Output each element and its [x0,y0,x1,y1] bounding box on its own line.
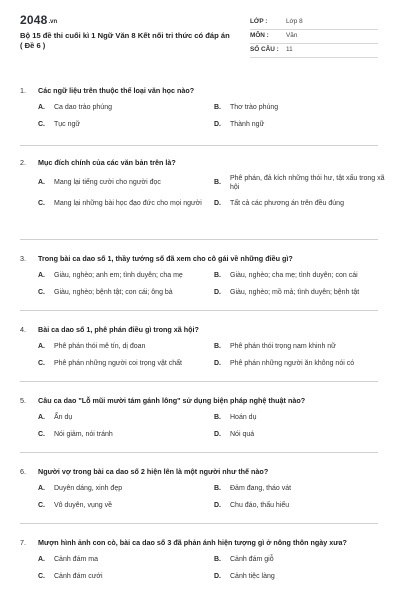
option-letter: C. [38,120,45,128]
option-text: Phê phán những người coi trọng vật chất [54,359,182,367]
question-text: Câu ca dao "Lỗ mũi mười tám gánh lông" sử dụng biện pháp nghệ thuật nào? [38,396,306,405]
question-text: Mục đích chính của các văn bản trên là? [38,158,176,167]
question-number: 6. [20,467,26,476]
option-letter: C. [38,430,45,438]
option-letter: A. [38,484,45,492]
option-letter: A. [38,271,45,279]
option-d[interactable] [214,500,390,511]
question-number: 3. [20,254,26,263]
option-letter: A. [38,413,45,421]
option-b[interactable] [214,341,390,352]
option-letter: D. [214,572,221,580]
option-a[interactable] [38,270,214,281]
option-c[interactable] [38,119,214,130]
meta-label: SỐ CÂU : [250,46,279,54]
option-text: Giàu, nghèo; bệnh tật; con cái; ông bà [54,288,173,296]
site-logo[interactable] [20,14,230,26]
option-letter: A. [38,555,45,563]
option-text: Cảnh đám cưới [54,572,103,580]
option-letter: C. [38,288,45,296]
option-b[interactable] [214,554,390,565]
meta-row-count [250,44,378,58]
option-a[interactable] [38,174,214,193]
option-a[interactable] [38,102,214,113]
option-b[interactable] [214,174,390,193]
option-text: Phê phán những người ăn không nói có [230,359,355,367]
option-d[interactable] [214,119,390,130]
option-letter: C. [38,501,45,509]
question-5 [20,382,378,453]
answer-options [20,341,378,369]
question-number: 7. [20,538,26,547]
logo-main: 2048 [20,13,48,27]
question-head [20,158,378,168]
option-a[interactable] [38,412,214,423]
option-c[interactable] [38,287,214,298]
option-text: Tục ngữ [54,120,81,128]
option-d[interactable] [214,429,390,440]
option-a[interactable] [38,554,214,565]
option-d[interactable] [214,287,390,298]
meta-label: LỚP : [250,18,268,26]
option-b[interactable] [214,270,390,281]
meta-value: Lớp 8 [286,18,303,26]
option-letter: B. [214,484,221,492]
question-head [20,86,378,96]
option-b[interactable] [214,483,390,494]
option-text: Phê phán thói mê tín, dị đoan [54,342,146,350]
option-text: Mang lại tiếng cười cho người đọc [54,179,161,187]
option-a[interactable] [38,341,214,352]
question-text: Người vợ trong bài ca dao số 2 hiện lên là một người như thế nào? [38,467,269,476]
logo-sub: .vn [48,19,58,25]
question-4 [20,311,378,382]
question-6 [20,453,378,524]
answer-options [20,554,378,582]
question-number: 2. [20,158,26,167]
option-text: Cảnh đám giỗ [230,555,274,563]
option-text: Ẩn dụ [54,413,73,421]
option-letter: B. [214,342,221,350]
question-text: Bài ca dao số 1, phê phán điều gì trong xã hội? [38,325,199,334]
option-text: Mang lại những bài học đạo đức cho mọi người [54,200,202,208]
option-letter: A. [38,342,45,350]
header-left [20,14,230,52]
option-text: Phê phán thói trọng nam khinh nữ [230,342,336,350]
option-letter: B. [214,271,221,279]
option-text: Thành ngữ [230,120,265,128]
option-text: Cảnh đám ma [54,555,98,563]
exam-meta [250,14,378,58]
option-letter: D. [214,359,221,367]
option-letter: A. [38,103,45,111]
question-number: 1. [20,86,26,95]
question-list [20,86,385,594]
option-letter: D. [214,430,221,438]
option-c[interactable] [38,500,214,511]
option-letter: B. [214,555,221,563]
question-head [20,467,378,477]
option-c[interactable] [38,199,214,210]
option-c[interactable] [38,429,214,440]
option-text: Duyên dáng, xinh đẹp [54,484,123,492]
option-text: Hoán dụ [230,413,257,421]
question-text: Trong bài ca dao số 1, thầy tướng số đã xem cho cô gái về những điều gì? [38,254,293,263]
option-text: Giàu, nghèo; cha mẹ; tình duyên; con cái [230,271,358,279]
option-text: Phê phán, đả kích những thói hư, tật xấu trong xã hội [230,174,385,192]
option-d[interactable] [214,571,390,582]
option-text: Nói giảm, nói tránh [54,430,113,438]
option-letter: B. [214,179,221,187]
option-text: Giàu, nghèo; anh em; tình duyên; cha mẹ [54,271,183,279]
question-number: 5. [20,396,26,405]
answer-options [20,102,378,130]
answer-options [20,270,378,298]
option-text: Đảm đang, tháo vát [230,484,292,492]
option-a[interactable] [38,483,214,494]
option-letter: C. [38,572,45,580]
option-text: Nói quá [230,430,255,438]
question-number: 4. [20,325,26,334]
option-text: Chu đáo, thấu hiểu [230,501,290,509]
question-text: Mượn hình ảnh con cò, bài ca dao số 3 đã phản ánh hiện tượng gì ở nông thôn ngày xưa? [38,538,347,547]
option-letter: D. [214,200,221,208]
question-head [20,325,378,335]
answer-options [20,483,378,511]
question-head [20,254,378,264]
option-c[interactable] [38,571,214,582]
option-b[interactable] [214,412,390,423]
answer-options [20,174,385,210]
option-text: Tất cả các phương án trên đều đúng [230,200,344,208]
question-7 [20,524,378,594]
option-b[interactable] [214,102,390,113]
option-letter: C. [38,200,45,208]
question-2 [20,146,385,240]
option-text: Ca dao trào phúng [54,103,112,111]
question-head [20,396,378,406]
meta-value: Văn [286,32,298,40]
question-3 [20,240,378,311]
meta-value: 11 [286,46,293,54]
exam-header [20,14,378,74]
option-letter: D. [214,288,221,296]
option-d[interactable] [214,199,390,210]
meta-row-grade [250,16,378,30]
option-text: Cảnh tiệc làng [230,572,275,580]
meta-label: MÔN : [250,32,269,40]
option-letter: C. [38,359,45,367]
page-title: Bộ 15 đề thi cuối kì 1 Ngữ Văn 8 Kết nối tri thức có đáp án ( Đề 6 ) [20,31,230,51]
option-text: Vô duyên, vụng về [54,501,112,509]
question-1 [20,86,378,146]
option-text: Thơ trào phúng [230,103,279,111]
option-letter: B. [214,103,221,111]
option-d[interactable] [214,358,390,369]
meta-row-subject [250,30,378,44]
option-letter: D. [214,501,221,509]
question-text: Các ngữ liệu trên thuộc thể loại văn học nào? [38,86,195,95]
option-letter: A. [38,179,45,187]
option-text: Giàu, nghèo; mồ mả; tình duyên; bệnh tật [230,288,360,296]
option-letter: B. [214,413,221,421]
answer-options [20,412,378,440]
option-letter: D. [214,120,221,128]
question-head [20,538,378,548]
option-c[interactable] [38,358,214,369]
